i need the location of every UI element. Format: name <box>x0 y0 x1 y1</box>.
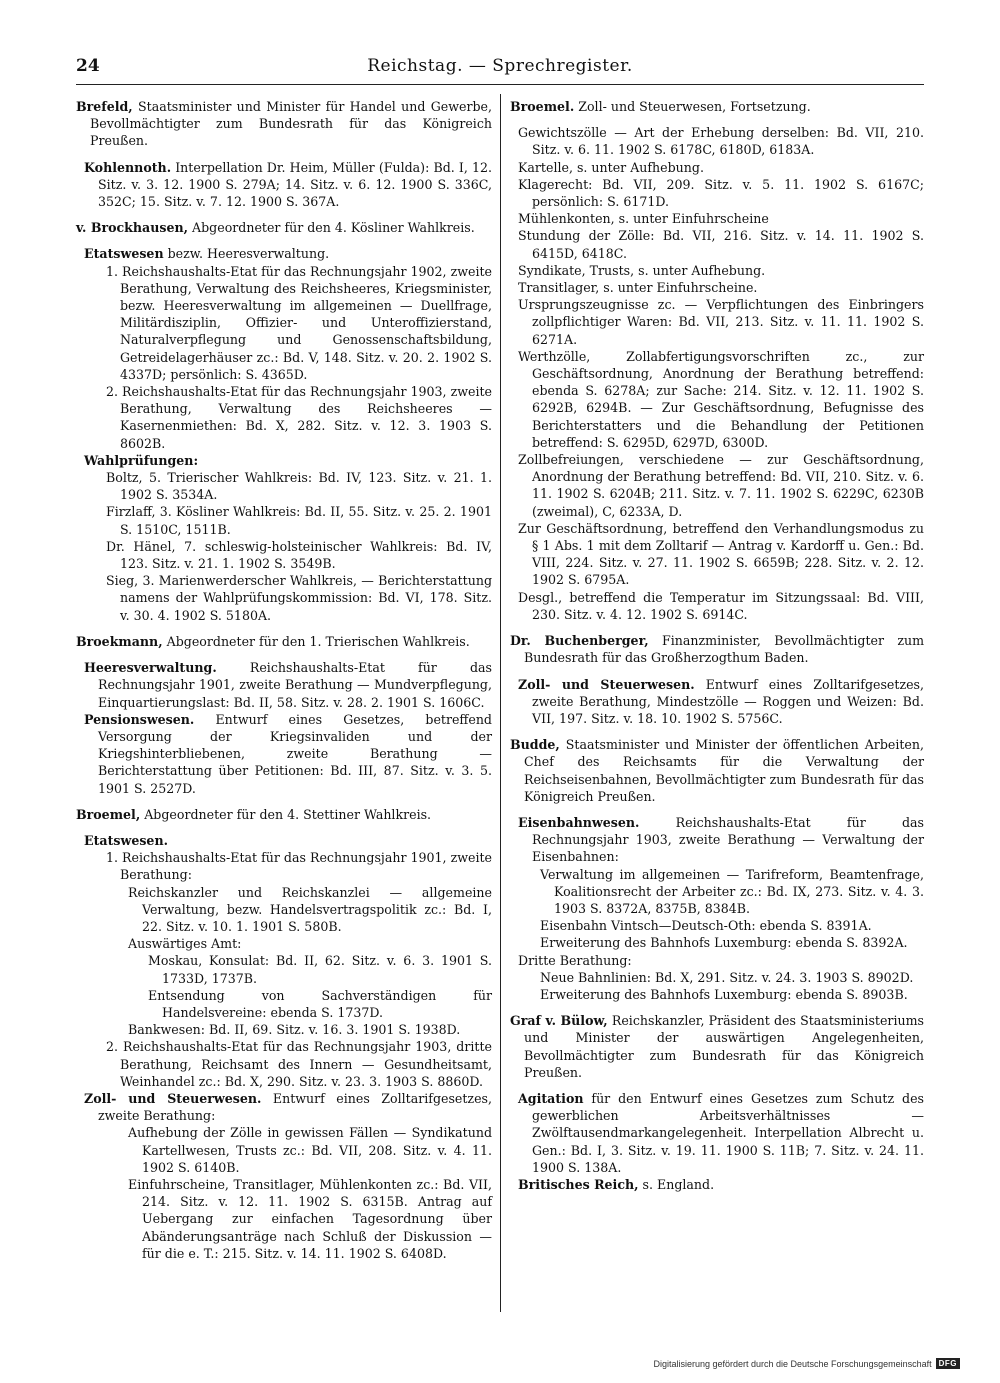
entry-text: Finanzminister, Bevollmächtigter zum Bundesrath für das Großherzogthum Baden. <box>524 633 925 666</box>
register-subentry <box>510 210 924 227</box>
entry-heading: v. Brockhausen, <box>76 220 189 236</box>
register-entry <box>510 736 924 805</box>
entry-text: für den Entwurf eines Gesetzes zum Schutz des gewerblichen Arbeitsverhältnisses — Zwölftausendmarkangelegenheit. Interpellation Albrecht u. Gen.: Bd. I, 3. Sitz. v. 19. 11. 1900 S. 11B; 7. Sitz. v. 24. 11. 1900 S. 138A. <box>532 1090 924 1175</box>
register-entry <box>76 219 492 236</box>
entry-heading: Graf v. Bülow, <box>510 1013 608 1029</box>
entry-text: Interpellation Dr. Heim, Müller (Fulda): Bd. I, 12. Sitz. v. 3. 12. 1900 S. 279A; 14. Sitz. v. 6. 12. 1900 S. 336C, 352C; 15. Sitz. v. 7. 12. 1900 S. 367A. <box>98 159 492 210</box>
entry-text: Klagerecht: Bd. VII, 209. Sitz. v. 5. 11. 1902 S. 6167C; persönlich: S. 6171D. <box>518 176 924 210</box>
entry-heading: Zoll- und Steuerwesen. <box>84 1090 262 1106</box>
spacer <box>510 1003 924 1012</box>
register-subentry <box>76 452 492 469</box>
entry-text: Mühlenkonten, s. unter Einfuhrscheine <box>518 211 769 227</box>
spacer <box>510 727 924 736</box>
entry-text: Eisenbahn Vintsch—Deutsch-Oth: ebenda S. 8391A. <box>540 918 872 934</box>
entry-text: 2. Reichshaushalts-Etat für das Rechnungsjahr 1903, zweite Berathung, Verwaltung des Reichsheeres — Kasernenmiethen: Bd. X, 282. Sitz. v. 12. 3. 1903 S. 8602B. <box>106 384 492 451</box>
entry-heading: Broemel. <box>510 99 575 114</box>
footer <box>653 1358 960 1369</box>
entry-text: Entwurf eines Zolltarifgesetzes, zweite Berathung: <box>98 1090 492 1124</box>
entry-text: s. England. <box>638 1176 715 1192</box>
register-subentry <box>510 124 924 158</box>
entry-text: Transitlager, s. unter Einfuhrscheine. <box>518 280 758 296</box>
entry-heading: Dr. Buchenberger, <box>510 633 649 649</box>
entry-text: Entsendung von Sachverständigen für Handelsvereine: ebenda S. 1737D. <box>148 987 492 1020</box>
register-subentry <box>510 279 924 296</box>
register-subentry <box>76 1021 492 1038</box>
register-subentry <box>76 884 492 936</box>
entry-heading: Broekmann, <box>76 633 163 649</box>
entry-heading: Eisenbahnwesen. <box>518 814 640 830</box>
register-subentry <box>510 814 924 866</box>
register-entry <box>510 632 924 666</box>
register-subentry <box>510 866 924 918</box>
entry-text: Zoll- und Steuerwesen, Fortsetzung. <box>574 99 811 114</box>
register-subentry <box>76 832 492 849</box>
entry-text: Gewichtszölle — Art der Erhebung derselben: Bd. VII, 210. Sitz. v. 6. 11. 1902 S. 6178C, 6180D, 6183A. <box>518 125 924 158</box>
register-subentry <box>510 986 924 1003</box>
register-subentry <box>76 538 492 572</box>
entry-text: Reichshaushalts-Etat für das Rechnungsjahr 1901, zweite Berathung — Mundverpflegung, Einquartierungslast: Bd. II, 58. Sitz. v. 28. 2. 1901 S. 1606C. <box>98 660 492 710</box>
entry-text: Zollbefreiungen, verschiedene — zur Geschäftsordnung, Anordnung der Berathung betreffend: Bd. VII, 210. Sitz. v. 6. 11. 1902 S. 6204B; 211. Sitz. v. 7. 11. 1902 S. 6229C, 6230B (zweimal), C, 6233A, D. <box>518 452 924 519</box>
register-subentry <box>76 245 492 262</box>
entry-text: Einfuhrscheine, Transitlager, Mühlenkonten zc.: Bd. VII, 214. Sitz. v. 12. 11. 1902 S. 6315B. Antrag auf Uebergang zur einfachen Tagesordnung über Abänderungsanträge nach Schluß der Diskussion — für die e. T.: 215. Sitz. v. 14. 11. 1902 S. 6408D. <box>128 1176 492 1261</box>
register-subentry <box>510 227 924 261</box>
register-subentry <box>510 969 924 986</box>
register-subentry <box>76 1038 492 1090</box>
entry-heading: Agitation <box>518 1090 584 1106</box>
entry-text: Entwurf eines Gesetzes, betreffend Versorgung der Kriegsinvaliden und der Kriegshinterbliebenen, zweite Berathung — Berichterstattung über Petitionen: Bd. III, 87. Sitz. v. 3. 5. 1901 S. 2527D. <box>98 711 492 796</box>
register-entry <box>76 633 492 650</box>
entry-text: Kartelle, s. unter Aufhebung. <box>518 159 704 175</box>
register-subentry <box>510 451 924 520</box>
footer-credit: Digitalisierung gefördert durch die Deutsche Forschungsgemeinschaft <box>653 1358 932 1369</box>
entry-text: Reichshaushalts-Etat für das Rechnungsjahr 1903, zweite Berathung — Verwaltung der Eisenbahnen: <box>532 814 924 865</box>
entry-heading: Kohlennoth. <box>84 159 172 175</box>
spacer <box>76 624 492 633</box>
entry-text: Ursprungszeugnisse zc. — Verpflichtungen des Einbringers zollpflichtiger Waren: Bd. VII, 213. Sitz. v. 11. 11. 1902 S. 6271A. <box>518 297 924 347</box>
entry-text: Staatsminister und Minister für Handel und Gewerbe, Bevollmächtigter zum Bundesrath für das Königreich Preußen. <box>90 99 492 149</box>
entry-text: Reichskanzler, Präsident des Staatsministeriums und Minister der auswärtigen Angelegenheiten, Bevollmächtigter zum Bundesrath für das Königreich Preußen. <box>524 1013 924 1080</box>
register-subentry <box>76 1124 492 1176</box>
register-subentry <box>76 1176 492 1262</box>
entry-heading: Brefeld, <box>76 99 133 114</box>
register-subentry <box>510 934 924 951</box>
entry-text: Erweiterung des Bahnhofs Luxemburg: ebenda S. 8392A. <box>540 935 908 951</box>
register-subentry <box>76 952 492 986</box>
register-entry <box>76 98 492 150</box>
register-subentry <box>510 676 924 728</box>
entry-heading: Zoll- und Steuerwesen. <box>518 676 695 692</box>
register-subentry <box>76 572 492 624</box>
register-entry <box>510 98 924 115</box>
register-subentry <box>76 935 492 952</box>
entry-text: Auswärtiges Amt: <box>128 936 242 952</box>
register-entry <box>76 806 492 823</box>
right-column <box>510 98 924 1193</box>
column-divider <box>500 94 501 1312</box>
entry-heading: Broemel, <box>76 806 141 822</box>
register-subentry <box>76 383 492 452</box>
spacer <box>76 797 492 806</box>
spacer <box>510 623 924 632</box>
register-subentry <box>76 987 492 1021</box>
register-subentry <box>510 348 924 451</box>
entry-text: Sieg, 3. Marienwerderscher Wahlkreis, — Berichterstattung namens der Wahlprüfungskommission: Bd. VI, 178. Sitz. v. 30. 4. 1902 S. 5180A. <box>106 573 492 623</box>
register-subentry <box>76 263 492 383</box>
entry-text: 1. Reichshaushalts-Etat für das Rechnungsjahr 1901, zweite Berathung: <box>106 850 492 883</box>
register-entry <box>510 1012 924 1081</box>
register-subentry <box>510 917 924 934</box>
entry-text: Bankwesen: Bd. II, 69. Sitz. v. 16. 3. 1901 S. 1938D. <box>128 1022 461 1038</box>
register-subentry <box>510 952 924 969</box>
register-subentry <box>76 659 492 711</box>
entry-text: Dr. Hänel, 7. schleswig-holsteinischer Wahlkreis: Bd. IV, 123. Sitz. v. 21. 1. 1902 S. 3549B. <box>106 538 492 572</box>
entry-text: Dritte Berathung: <box>518 952 632 968</box>
register-subentry <box>510 296 924 348</box>
register-subentry <box>510 520 924 589</box>
register-subentry <box>510 262 924 279</box>
entry-text: Verwaltung im allgemeinen — Tarifreform, Beamtenfrage, Koalitionsrecht der Arbeiter zc.: Bd. IX, 273. Sitz. v. 4. 3. 1903 S. 8372A, 8375B, 8384B. <box>540 866 924 916</box>
register-subentry <box>510 1176 924 1193</box>
entry-text: Staatsminister und Minister der öffentlichen Arbeiten, Chef des Reichsamts für die Verwaltung der Reichseisenbahnen, Bevollmächtigter zum Bundesrath für das Königreich Preußen. <box>524 737 924 804</box>
left-column <box>76 98 492 1262</box>
entry-text: Entwurf eines Zolltarifgesetzes, zweite Berathung, Mindestzölle — Roggen und Weizen: Bd. VII, 197. Sitz. v. 18. 10. 1902 S. 5756C. <box>532 676 924 726</box>
entry-text: Moskau, Konsulat: Bd. II, 62. Sitz. v. 6. 3. 1901 S. 1733D, 1737B. <box>148 953 492 986</box>
entry-heading: Etatswesen. <box>84 832 168 848</box>
entry-text: Neue Bahnlinien: Bd. X, 291. Sitz. v. 24. 3. 1903 S. 8902D. <box>540 969 914 985</box>
entry-text: Aufhebung der Zölle in gewissen Fällen — Syndikatund Kartellwesen, Trusts zc.: Bd. VII, 208. Sitz. v. 4. 11. 1902 S. 6140B. <box>128 1125 492 1175</box>
register-subentry <box>510 176 924 210</box>
entry-heading: Pensionswesen. <box>84 711 195 727</box>
register-subentry <box>76 503 492 537</box>
entry-heading: Budde, <box>510 737 560 753</box>
entry-text: Reichskanzler und Reichskanzlei — allgemeine Verwaltung, bezw. Handelsvertragspolitik zc.: Bd. I, 22. Sitz. v. 10. 1. 1901 S. 580B. <box>128 884 492 934</box>
entry-text: Zur Geschäftsordnung, betreffend den Verhandlungsmodus zu § 1 Abs. 1 mit dem Zolltarif — Antrag v. Kardorff u. Gen.: Bd. VIII, 224. Sitz. v. 27. 11. 1902 S. 6659B; 228. Sitz. v. 2. 12. 1902 S. 6795A. <box>518 520 924 588</box>
register-subentry <box>76 469 492 503</box>
register-subentry <box>510 1090 924 1176</box>
spacer <box>76 210 492 219</box>
entry-heading: Etatswesen <box>84 246 164 262</box>
entry-text: 2. Reichshaushalts-Etat für das Rechnungsjahr 1903, dritte Berathung, Reichsamt des Innern — Gesundheitsamt, Weinhandel zc.: Bd. X, 290. Sitz. v. 23. 3. 1903 S. 8860D. <box>106 1039 492 1089</box>
register-subentry <box>76 1090 492 1124</box>
entry-text: Werthzölle, Zollabfertigungsvorschriften zc., zur Geschäftsordnung, Anordnung der Berathung betreffend: ebenda S. 6278A; zur Sache: 214. Sitz. v. 12. 11. 1902 S. 6292B, 6294B. — Zur Geschäftsordnung, Befugnisse des Berichterstatters und die Behandlung der Petitionen betreffend: S. 6295D, 6297D, 6300D. <box>518 348 924 450</box>
entry-text: Boltz, 5. Trierischer Wahlkreis: Bd. IV, 123. Sitz. v. 21. 1. 1902 S. 3534A. <box>106 470 492 503</box>
register-subentry <box>76 711 492 797</box>
register-subentry <box>510 159 924 176</box>
entry-text: bezw. Heeresverwaltung. <box>163 246 330 262</box>
entry-heading: Heeresverwaltung. <box>84 660 217 676</box>
entry-heading: Wahlprüfungen: <box>84 452 199 468</box>
entry-text: Firzlaff, 3. Kösliner Wahlkreis: Bd. II, 55. Sitz. v. 25. 2. 1901 S. 1510C, 1511B. <box>106 504 492 537</box>
entry-text: Stundung der Zölle: Bd. VII, 216. Sitz. v. 14. 11. 1902 S. 6415D, 6418C. <box>518 228 924 261</box>
header-rule <box>76 84 924 85</box>
entry-text: Abgeordneter für den 4. Kösliner Wahlkreis. <box>188 220 475 236</box>
page-header <box>76 56 924 86</box>
entry-text: 1. Reichshaushalts-Etat für das Rechnungsjahr 1902, zweite Berathung, Verwaltung des Reichsheeres, Kriegsminister, bezw. Heeresverwaltung im allgemeinen — Duellfrage, Militärdisziplin, Offizier- und Unteroffizierstand, Naturalverpflegung und Genossenschaftsbildung, Getreidelagerhäuser zc.: Bd. V, 148. Sitz. v. 20. 2. 1902 S. 4337D; persönlich: S. 4365D. <box>106 263 492 382</box>
register-subentry <box>76 849 492 883</box>
entry-text: Erweiterung des Bahnhofs Luxemburg: ebenda S. 8903B. <box>540 986 908 1002</box>
entry-heading: Britisches Reich, <box>518 1176 639 1192</box>
register-subentry <box>76 159 492 211</box>
entry-text: Abgeordneter für den 1. Trierischen Wahlkreis. <box>162 633 470 649</box>
dfg-logo: DFG <box>936 1358 960 1369</box>
page-number: 24 <box>76 56 100 76</box>
entry-text: Abgeordneter für den 4. Stettiner Wahlkreis. <box>140 806 432 822</box>
running-head: Reichstag. — Sprechregister. <box>367 56 633 76</box>
entry-text: Desgl., betreffend die Temperatur im Sitzungssaal: Bd. VIII, 230. Sitz. v. 4. 12. 1902 S. 6914C. <box>518 589 924 622</box>
register-subentry <box>510 589 924 623</box>
entry-text: Syndikate, Trusts, s. unter Aufhebung. <box>518 262 766 278</box>
